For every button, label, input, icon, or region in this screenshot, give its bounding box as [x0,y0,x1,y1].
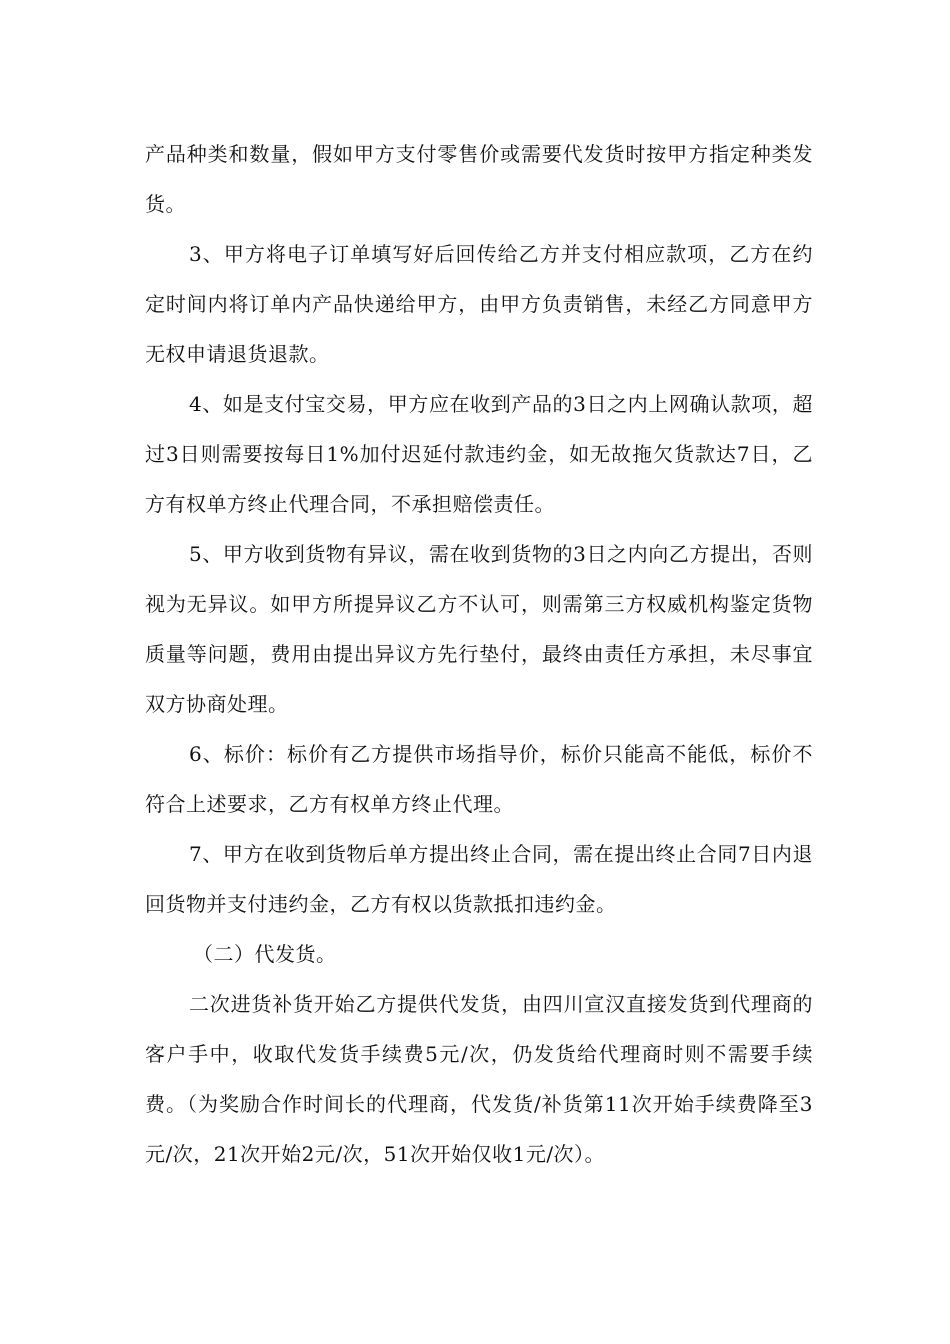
document-body [145,129,813,1179]
paragraph-clause-7: 7、甲方在收到货物后单方提出终止合同，需在提出终止合同7日内退回货物并支付违约金，乙方有权以货款抵扣违约金。 [145,842,813,916]
paragraph-clause-4: 4、如是支付宝交易，甲方应在收到产品的3日之内上网确认款项，超过3日则需要按每日1%加付迟延付款违约金，如无故拖欠货款达7日，乙方有权单方终止代理合同，不承担赔偿责任。 [145,392,813,516]
section-heading-2: （二）代发货。 [193,942,337,966]
paragraph-dropship: 二次进货补货开始乙方提供代发货，由四川宣汉直接发货到代理商的客户手中，收取代发货手续费5元/次，仍发货给代理商时则不需要手续费。（为奖励合作时间长的代理商，代发货/补货第11次开始手续费降至3元/次，21次开始2元/次，51次开始仅收1元/次）。 [145,992,813,1166]
paragraph-continuation: 产品种类和数量，假如甲方支付零售价或需要代发货时按甲方指定种类发货。 [145,142,813,216]
paragraph-clause-5: 5、甲方收到货物有异议，需在收到货物的3日之内向乙方提出，否则视为无异议。如甲方所提异议乙方不认可，则需第三方权威机构鉴定货物质量等问题，费用由提出异议方先行垫付，最终由责任方承担，未尽事宜双方协商处理。 [145,542,813,716]
paragraph-clause-3: 3、甲方将电子订单填写好后回传给乙方并支付相应款项，乙方在约定时间内将订单内产品快递给甲方，由甲方负责销售，未经乙方同意甲方无权申请退货退款。 [145,242,813,366]
paragraph-clause-6: 6、标价：标价有乙方提供市场指导价，标价只能高不能低，标价不符合上述要求，乙方有权单方终止代理。 [145,742,813,816]
